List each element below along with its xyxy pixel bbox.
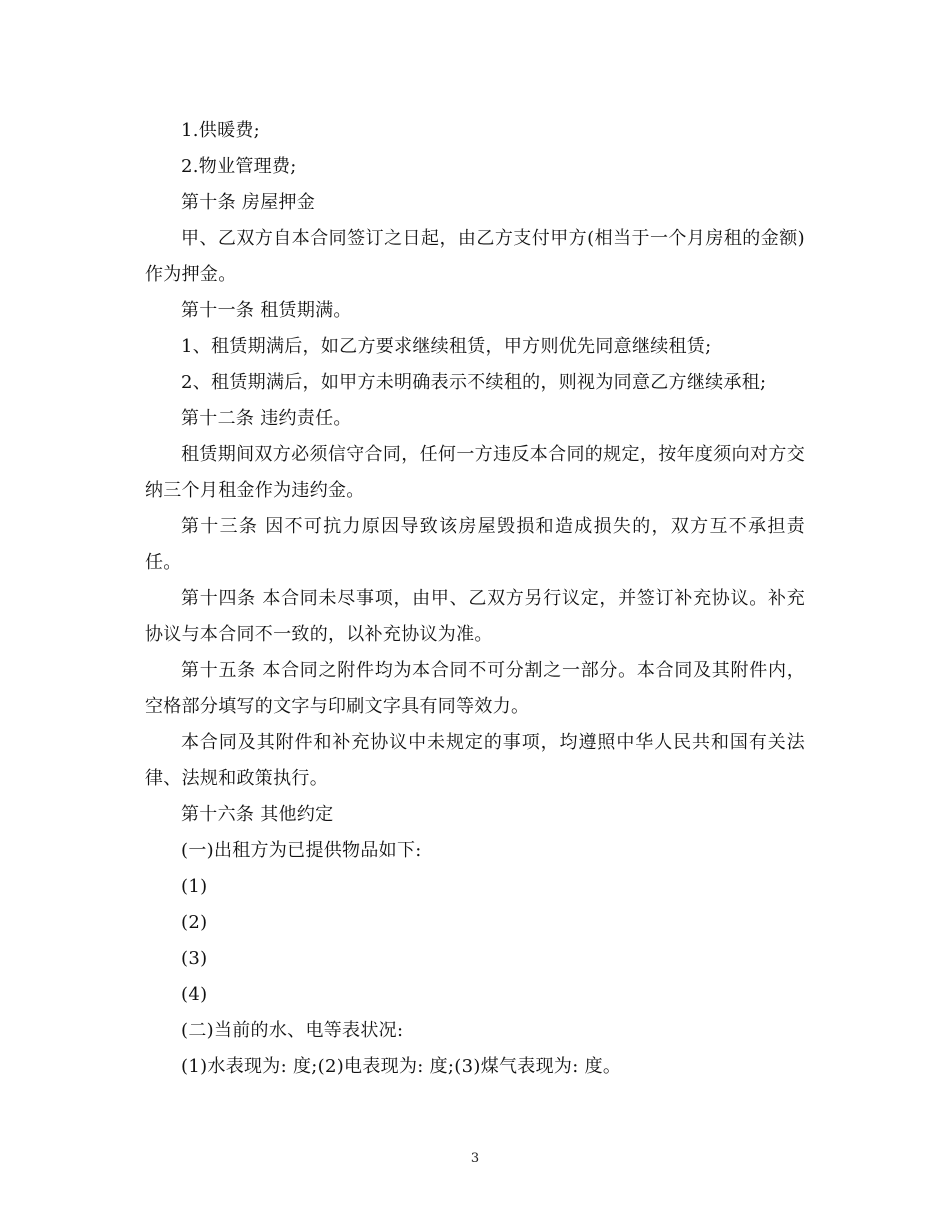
paragraph: 第十四条 本合同未尽事项，由甲、乙双方另行议定，并签订补充协议。补充协议与本合同不一致的，以补充协议为准。 [145, 588, 805, 645]
paragraph: 第十五条 本合同之附件均为本合同不可分割之一部分。本合同及其附件内，空格部分填写的文字与印刷文字具有同等效力。 [145, 660, 805, 717]
section-heading: 第十二条 违约责任。 [181, 408, 352, 429]
page-number: 3 [470, 1151, 480, 1166]
list-item: (1) [181, 876, 208, 897]
paragraph: (1)水表现为: 度;(2)电表现为: 度;(3)煤气表现为: 度。 [181, 1056, 622, 1077]
paragraph: 2、租赁期满后，如甲方未明确表示不续租的，则视为同意乙方继续承租; [181, 372, 767, 393]
paragraph: 1、租赁期满后，如乙方要求继续租赁，甲方则优先同意继续租赁; [181, 336, 712, 357]
paragraph: 租赁期间双方必须信守合同，任何一方违反本合同的规定，按年度须向对方交纳三个月租金作为违约金。 [145, 444, 805, 501]
paragraph: 本合同及其附件和补充协议中未规定的事项，均遵照中华人民共和国有关法律、法规和政策执行。 [145, 732, 805, 789]
section-heading: 第十一条 租赁期满。 [181, 300, 352, 321]
list-item: (3) [181, 948, 208, 969]
paragraph: 1.供暖费; [181, 120, 261, 141]
section-heading: 第十六条 其他约定 [181, 804, 334, 825]
section-heading: 第十条 房屋押金 [181, 192, 316, 213]
list-item: (4) [181, 984, 208, 1005]
paragraph: 甲、乙双方自本合同签订之日起，由乙方支付甲方(相当于一个月房租的金额)作为押金。 [145, 228, 805, 285]
list-item: (2) [181, 912, 208, 933]
document-body [145, 113, 805, 1085]
paragraph: (一)出租方为已提供物品如下: [181, 840, 422, 861]
paragraph: 2.物业管理费; [181, 156, 297, 177]
paragraph: 第十三条 因不可抗力原因导致该房屋毁损和造成损失的，双方互不承担责任。 [145, 516, 805, 573]
paragraph: (二)当前的水、电等表状况: [181, 1020, 404, 1041]
